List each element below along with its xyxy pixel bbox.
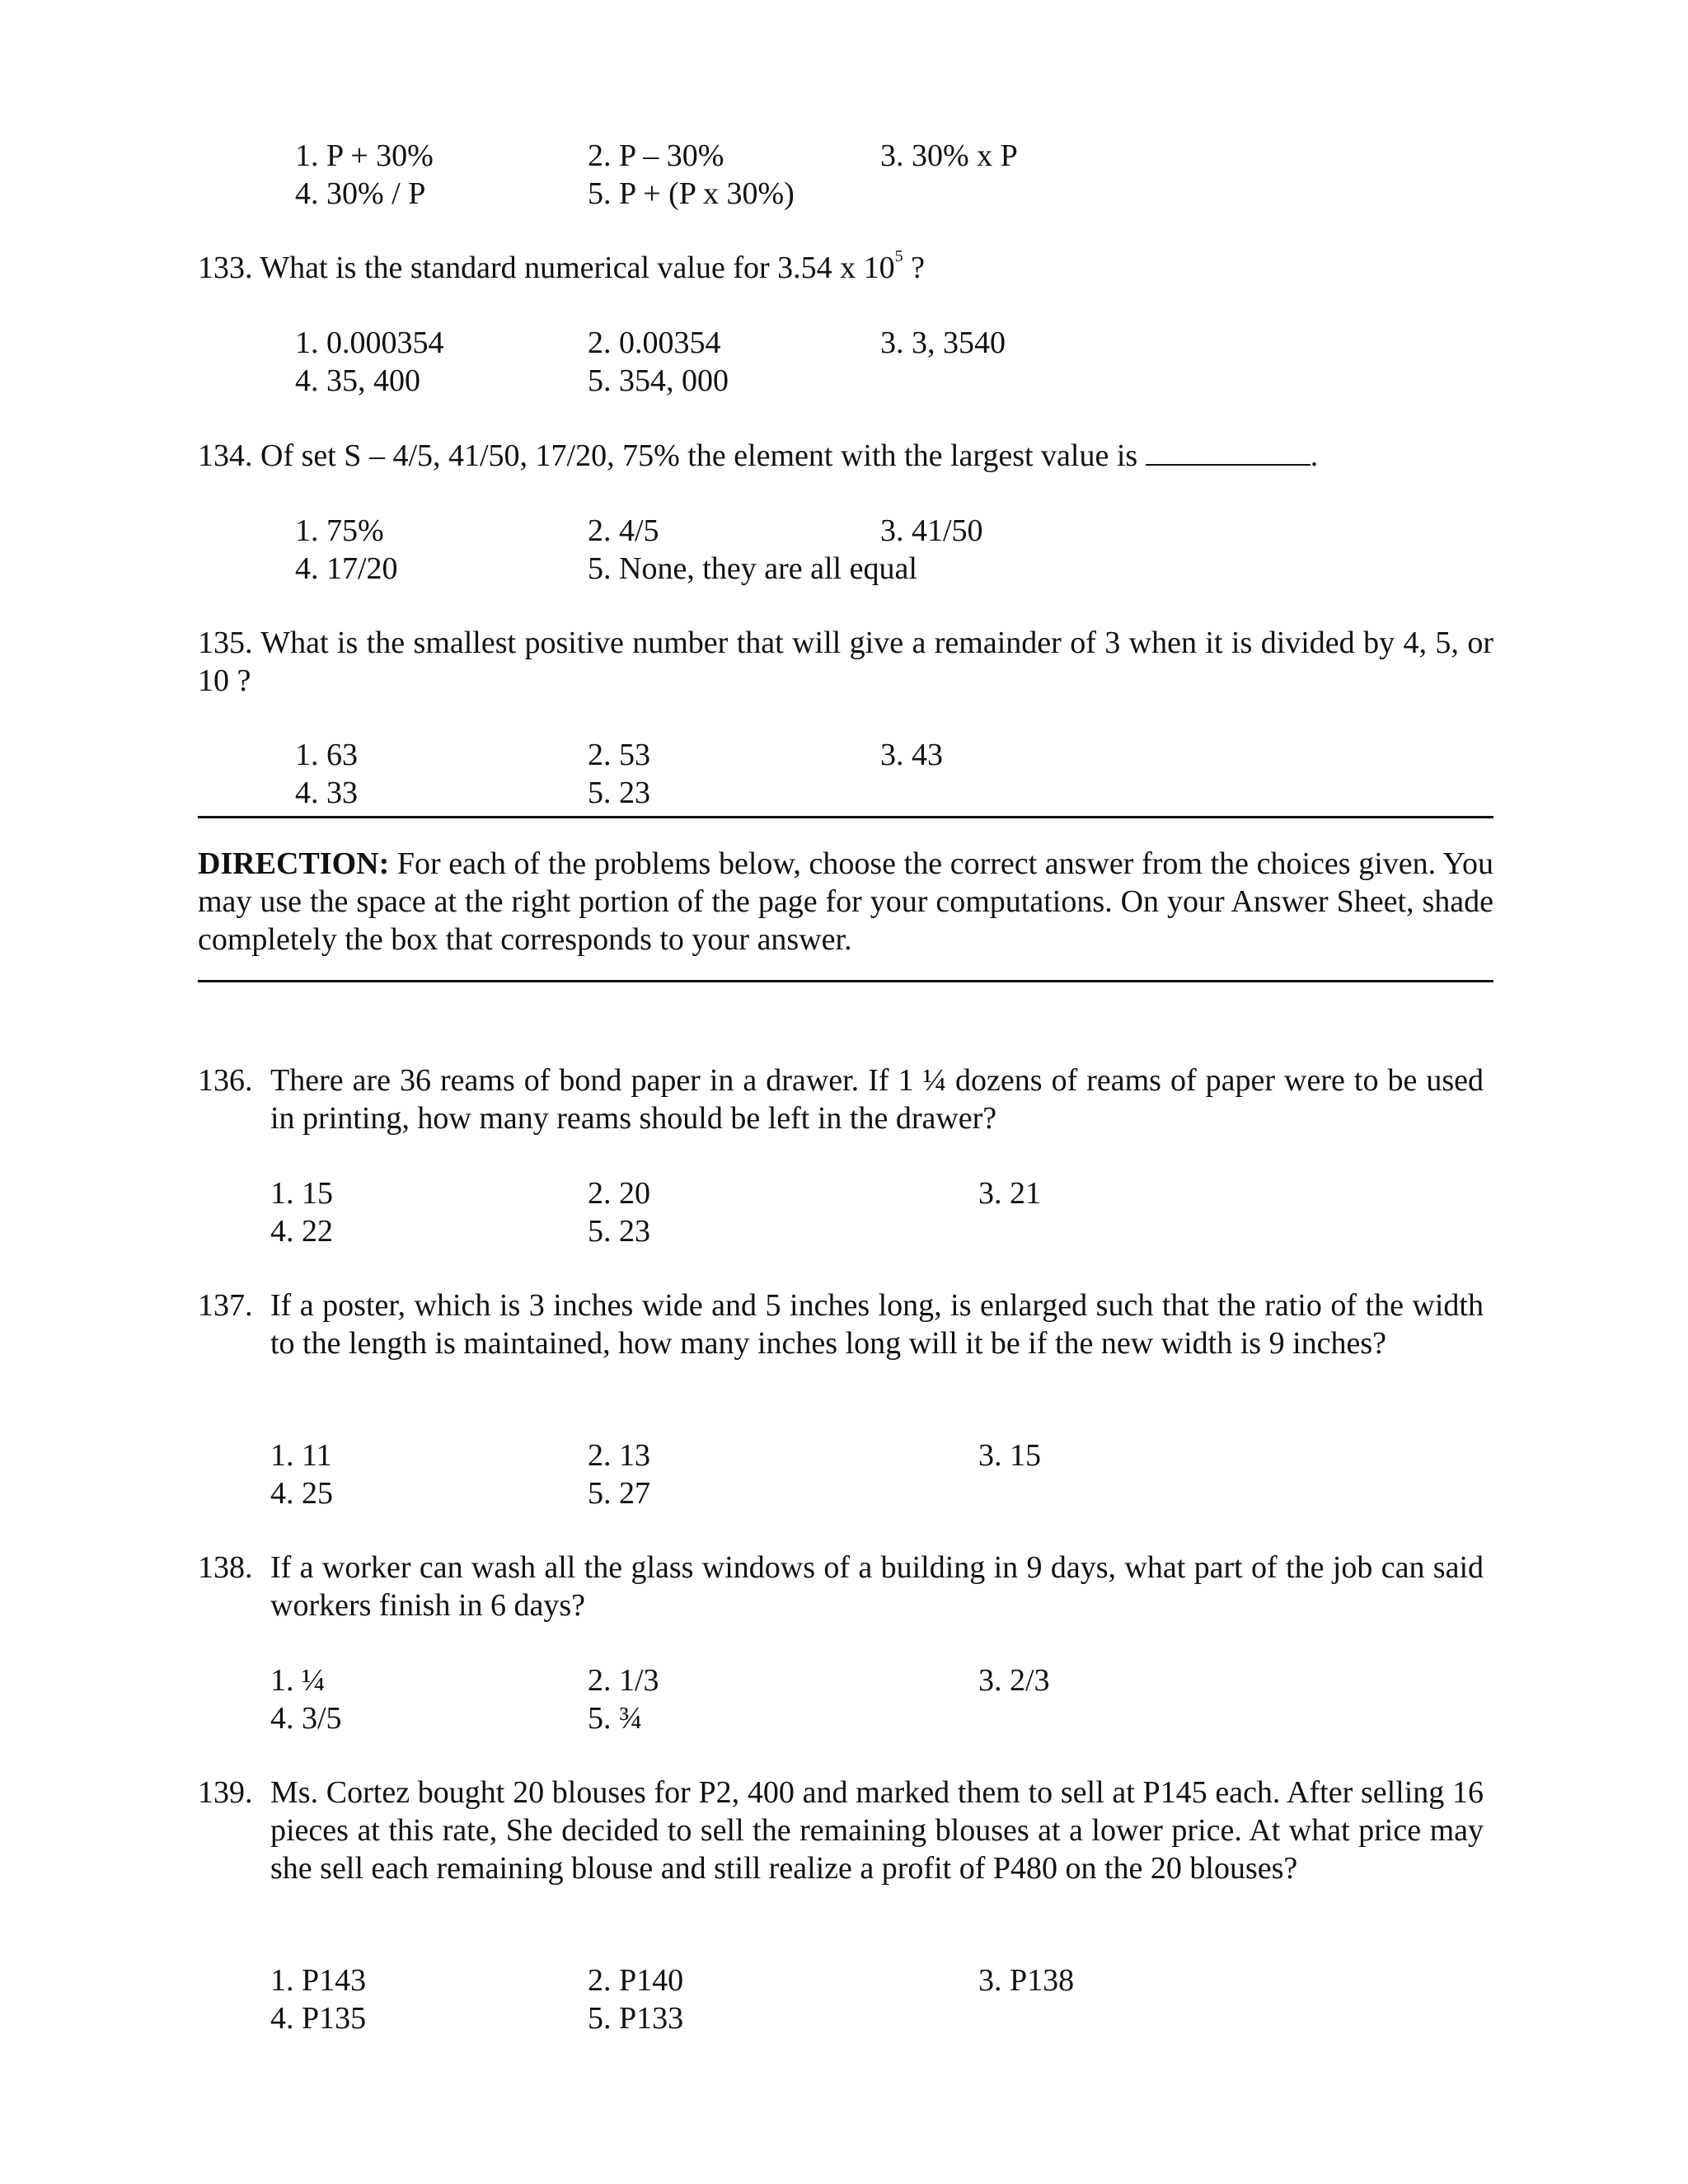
question-number: 136.	[198, 1063, 253, 1098]
direction-text: For each of the problems below, choose the correct answer from the choices given. You may use the space at the right portion of the page for your computations. On your Answer Sheet, shade completely the box that corresponds to your answer.	[198, 846, 1493, 957]
option: 1. 15	[270, 1176, 333, 1211]
question-text: 134. Of set S – 4/5, 41/50, 17/20, 75% the element with the largest value is	[198, 438, 1138, 473]
option: 1. 75%	[295, 513, 384, 548]
option: 3. 15	[978, 1438, 1041, 1473]
option: 4. 35, 400	[295, 363, 420, 398]
option: 1. P143	[270, 1963, 367, 1998]
direction-label: DIRECTION:	[198, 846, 390, 881]
section-divider-top	[198, 816, 1493, 818]
option: 5. 354, 000	[588, 363, 729, 398]
option: 4. 30% / P	[295, 176, 426, 211]
exponent: 5	[894, 247, 903, 266]
option: 2. 13	[588, 1438, 650, 1473]
section-divider-bottom	[198, 980, 1493, 982]
question-139-text: Ms. Cortez bought 20 blouses for P2, 400 and marked them to sell at P145 each. After selling 16 pieces at this rate, She decided to sell the remaining blouses at a lower price. At what price may she sell each remaining blouse and still realize a profit of P480 on the 20 blouses?	[270, 1775, 1484, 1886]
option: 4. 22	[270, 1214, 333, 1249]
answer-blank	[1146, 439, 1311, 466]
option: 2. P140	[588, 1963, 684, 1998]
option: 3. 3, 3540	[880, 326, 1006, 360]
option: 3. 43	[880, 738, 943, 772]
option: 1. 63	[295, 738, 358, 772]
question-135-text: 135. What is the smallest positive number that will give a remainder of 3 when it is divided by 4, 5, or 10 ?	[198, 626, 1493, 698]
direction-block	[198, 845, 1493, 958]
question-number: 138.	[198, 1550, 253, 1585]
option: 1. ¼	[270, 1663, 326, 1698]
option: 5. 23	[588, 776, 650, 810]
option: 3. P138	[978, 1963, 1075, 1998]
option: 1. P + 30%	[295, 138, 434, 173]
question-text-end: ?	[903, 251, 926, 285]
question-138-text: If a worker can wash all the glass windows of a building in 9 days, what part of the job can said workers finish in 6 days?	[270, 1550, 1484, 1623]
option: 5. P133	[588, 2001, 684, 2036]
option: 5. ¾	[588, 1701, 643, 1736]
option: 3. 2/3	[978, 1663, 1050, 1698]
option: 2. 53	[588, 738, 650, 772]
option: 3. 30% x P	[880, 138, 1018, 173]
option: 5. P + (P x 30%)	[588, 176, 795, 211]
option: 3. 21	[978, 1176, 1041, 1211]
option: 1. 11	[270, 1438, 332, 1473]
option: 2. P – 30%	[588, 138, 724, 173]
option: 2. 4/5	[588, 513, 659, 548]
option: 5. None, they are all equal	[588, 551, 917, 586]
question-136-text: There are 36 reams of bond paper in a drawer. If 1 ¼ dozens of reams of paper were to be used in printing, how many reams should be left in the drawer?	[270, 1063, 1484, 1136]
option: 5. 27	[588, 1476, 650, 1511]
question-134-text	[198, 437, 1318, 475]
option: 4. P135	[270, 2001, 367, 2036]
option: 3. 41/50	[880, 513, 983, 548]
option: 2. 0.00354	[588, 326, 721, 360]
question-number: 139.	[198, 1775, 253, 1810]
option: 2. 1/3	[588, 1663, 659, 1698]
option: 2. 20	[588, 1176, 650, 1211]
option: 4. 17/20	[295, 551, 398, 586]
question-133-text	[198, 249, 925, 287]
option: 4. 33	[295, 776, 358, 810]
option: 4. 25	[270, 1476, 333, 1511]
option: 1. 0.000354	[295, 326, 444, 360]
question-137-text: If a poster, which is 3 inches wide and 5 inches long, is enlarged such that the ratio of the width to the length is maintained, how many inches long will it be if the new width is 9 inches?	[270, 1288, 1484, 1361]
question-number: 137.	[198, 1288, 253, 1323]
option: 5. 23	[588, 1214, 650, 1249]
option: 4. 3/5	[270, 1701, 342, 1736]
question-text: 133. What is the standard numerical value for 3.54 x 10	[198, 251, 895, 285]
question-text-end: .	[1310, 438, 1319, 473]
